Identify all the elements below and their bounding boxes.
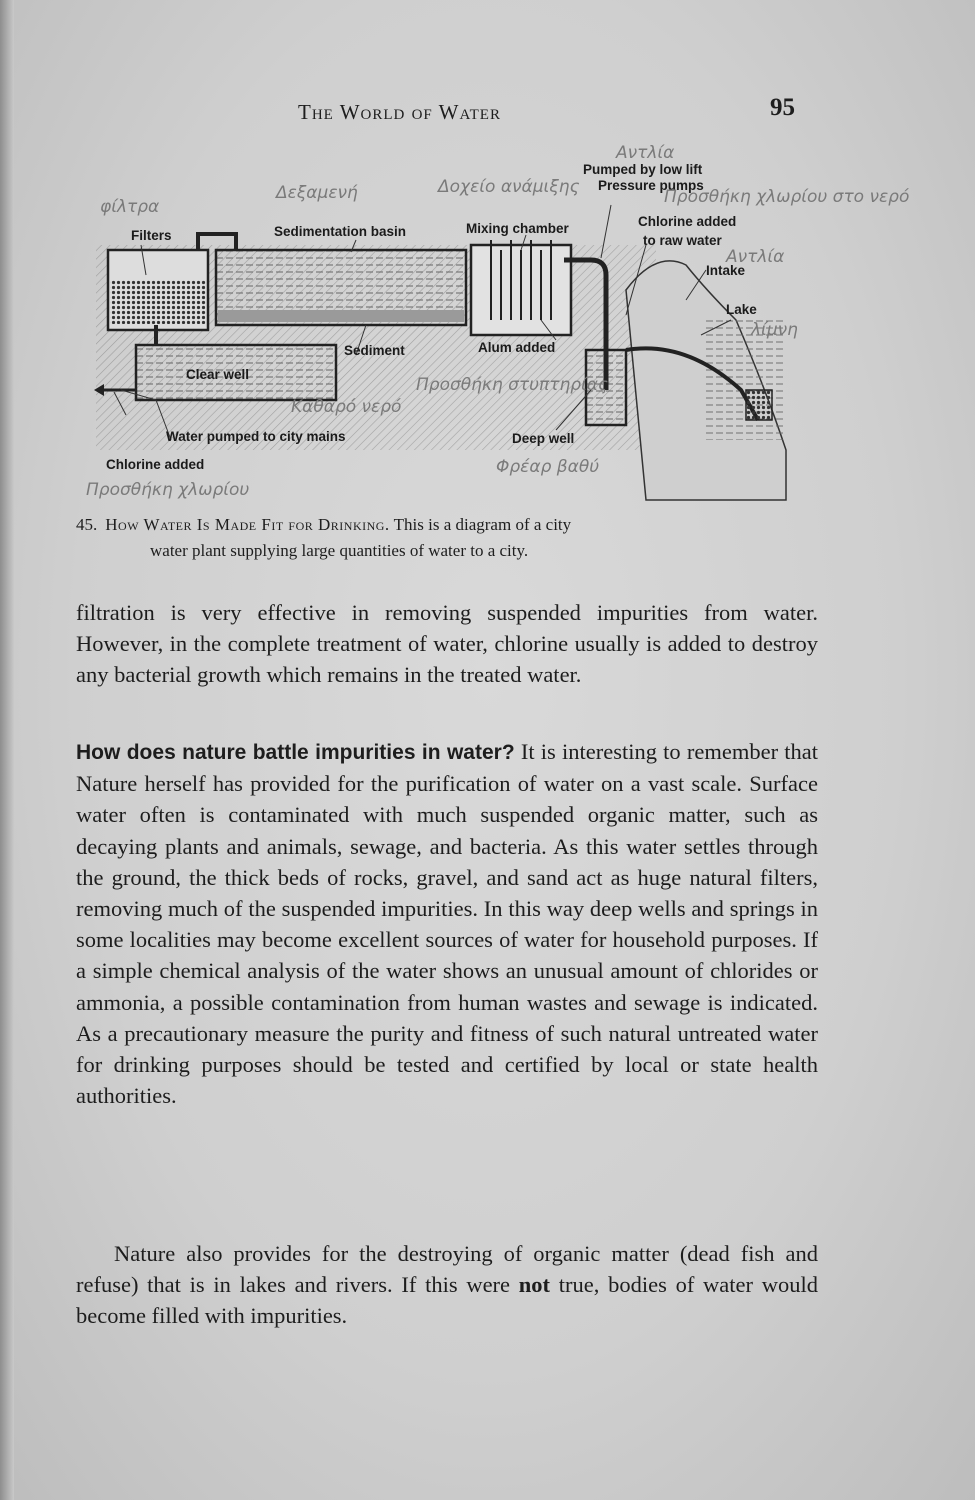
paragraph-filtration: filtration is very effective in removing suspended impurities from water. However, in the complete treatment of water, chlorine usually is added to destroy any bacterial growth which remains in the treated water.	[76, 600, 818, 688]
handwriting-deep-well: Φρέαρ βαθύ	[496, 457, 600, 477]
mixing-baffles	[491, 240, 551, 320]
handwriting-alum: Προσθήκη στυπτηρίας	[416, 375, 608, 395]
handwriting-lake: λίμνη	[751, 320, 798, 340]
handwriting-chlorine-raw: Προσθήκη χλωρίου στο νερό	[664, 187, 910, 207]
handwriting-pump: Αντλία	[616, 143, 675, 163]
label-sediment: Sediment	[344, 343, 405, 358]
handwriting-clear-well: Καθαρό νερό	[291, 397, 402, 417]
water-plant-diagram	[86, 143, 910, 500]
label-lake: Lake	[726, 302, 757, 317]
label-sedimentation-basin: Sedimentation basin	[274, 224, 407, 239]
diagram-svg	[86, 143, 910, 500]
label-intake: Intake	[706, 263, 746, 278]
page-edge-shadow	[0, 0, 14, 1500]
section-question-heading: How does nature battle impurities in water?	[76, 741, 515, 764]
handwriting-basin: Δεξαμενή	[276, 183, 358, 203]
label-to-raw-water: to raw water	[643, 233, 722, 248]
paragraph-nature-impurities	[76, 736, 818, 1111]
running-head: The World of Water	[298, 100, 501, 124]
label-alum-added: Alum added	[478, 340, 556, 355]
label-chlorine-added: Chlorine added	[106, 457, 205, 472]
label-pumped-low-lift: Pumped by low lift	[583, 162, 703, 177]
handwriting-chlorine: Προσθήκη χλωρίου	[86, 480, 250, 500]
caption-text-line2: water plant supplying large quantities of water to a city.	[150, 541, 529, 560]
label-filters: Filters	[131, 228, 172, 243]
sediment-layer	[218, 310, 464, 322]
emphasis-not: not	[518, 1272, 551, 1298]
label-deep-well: Deep well	[512, 431, 575, 446]
paragraph-organic-matter	[76, 1238, 818, 1332]
handwriting-intake: Αντλία	[726, 247, 785, 267]
handwriting-filters: φίλτρα	[100, 197, 160, 217]
label-mixing-chamber: Mixing chamber	[466, 221, 569, 236]
caption-text-line1: This is a diagram of a city	[393, 515, 572, 534]
filter-gravel	[110, 280, 206, 324]
figure-caption	[76, 512, 816, 564]
caption-number: 45.	[76, 515, 98, 534]
page-number: 95	[770, 94, 795, 121]
label-pressure-pumps: Pressure pumps	[598, 178, 704, 193]
label-clear-well: Clear well	[186, 367, 250, 382]
handwriting-mixing: Δοχείο ανάμιξης	[438, 177, 580, 197]
paragraph-organic-text-a: Nature also provides for the destroying of organic matter (dead fish and refuse) that is in lakes and rivers. If this were	[76, 1241, 818, 1298]
intake-screen	[746, 390, 772, 420]
caption-title: How Water Is Made Fit for Drinking.	[105, 515, 390, 534]
label-water-pumped: Water pumped to city mains	[166, 429, 346, 444]
paragraph-nature-text: It is interesting to remember that Nature herself has provided for the purification of water on a vast scale. Surface water often is contaminated with much suspended organic matter, such as decaying plants and animals, sewage, and bacteria. As this water settles through the ground, the thick beds of rocks, gravel, and sand act as huge natural filters, removing much of the suspended impurities. In this way deep wells and springs in some localities may become excellent sources of water for household purposes. If a simple chemical analysis of the water shows an unusual amount of chlorides or ammonia, a possible contamination from human wastes and sewage is indicated. As a precautionary measure the purity and fitness of such natural untreated water for drinking purposes should be tested and certified by local or state health authorities.	[76, 739, 818, 1109]
paragraph-organic-text-b: true, bodies of water would become filled with impurities.	[76, 1272, 819, 1329]
label-chlorine-added-raw: Chlorine added	[638, 214, 737, 229]
